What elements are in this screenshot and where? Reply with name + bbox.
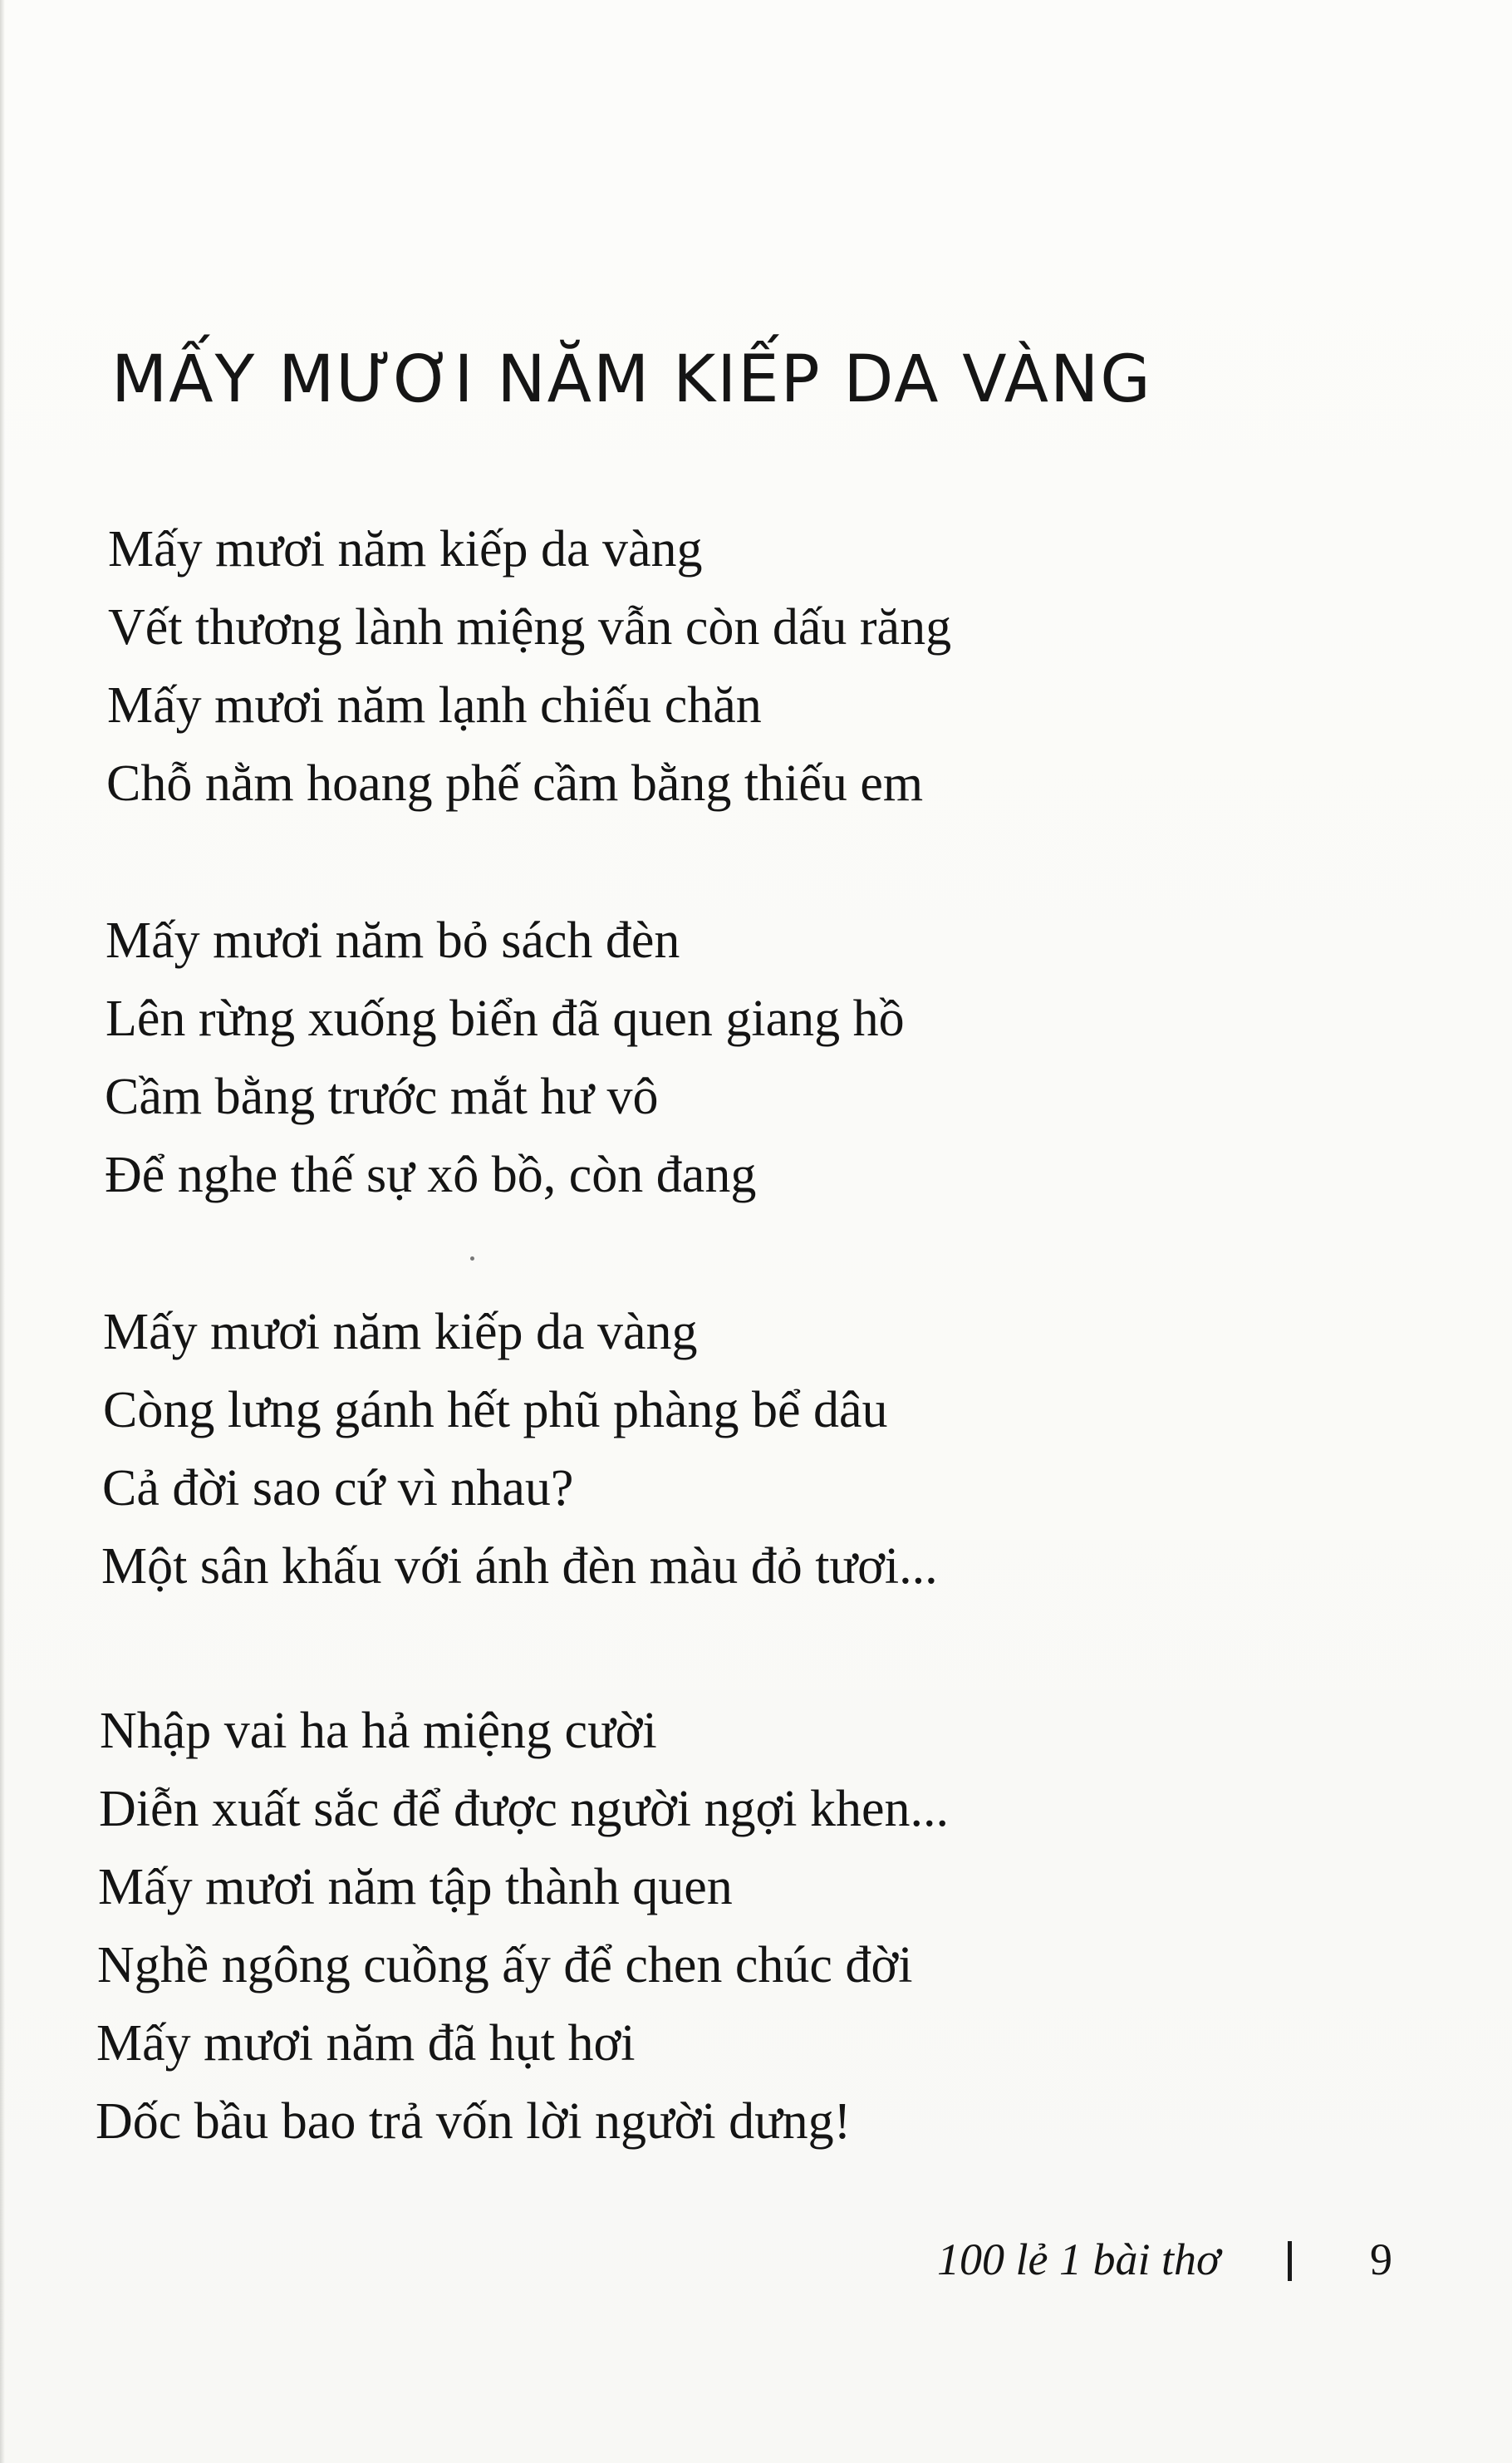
poem-line: Lên rừng xuống biển đã quen giang hồ: [106, 991, 905, 1047]
stanza-4: [0, 1692, 1246, 2161]
poem-line: Cả đời sao cứ vì nhau?: [102, 1460, 574, 1517]
running-footer-book-title: 100 lẻ 1 bài thơ: [937, 2234, 1220, 2284]
poem-line: Mấy mươi năm bỏ sách đèn: [106, 912, 680, 969]
poem-title: MẤY MƯƠI NĂM KIẾP DA VÀNG: [111, 342, 1152, 417]
footer-separator: [1288, 2241, 1292, 2281]
print-speck: [470, 1256, 474, 1261]
stanza-1: [0, 510, 1246, 823]
stanza-2: [0, 902, 1246, 1214]
poem-line: Diễn xuất sắc để được người ngợi khen...: [99, 1781, 949, 1837]
poem-line: Còng lưng gánh hết phũ phàng bể dâu: [103, 1382, 888, 1438]
poem-line: Dốc bầu bao trả vốn lời người dưng!: [96, 2093, 852, 2150]
poem-line: Mấy mươi năm đã hụt hơi: [96, 2015, 636, 2072]
poem-line: Chỗ nằm hoang phế cầm bằng thiếu em: [106, 755, 924, 812]
poem-line: Vết thương lành miệng vẫn còn dấu răng: [108, 599, 952, 656]
poem-line: Một sân khấu với ánh đèn màu đỏ tươi...: [101, 1538, 938, 1595]
page-number: 9: [1370, 2234, 1392, 2284]
poem-line: Nhập vai ha hả miệng cười: [100, 1703, 657, 1759]
poem-line: Để nghe thế sự xô bồ, còn đang: [105, 1147, 757, 1203]
poem-line: Mấy mươi năm kiếp da vàng: [108, 521, 703, 578]
poem-line: Nghề ngông cuồng ấy để chen chúc đời: [97, 1937, 913, 1994]
poem-line: Mấy mươi năm lạnh chiếu chăn: [107, 677, 762, 734]
poem-line: Mấy mươi năm tập thành quen: [98, 1859, 733, 1915]
poem-line: Mấy mươi năm kiếp da vàng: [103, 1304, 698, 1360]
poem-line: Cầm bằng trước mắt hư vô: [105, 1069, 659, 1125]
stanza-3: [0, 1293, 1246, 1605]
